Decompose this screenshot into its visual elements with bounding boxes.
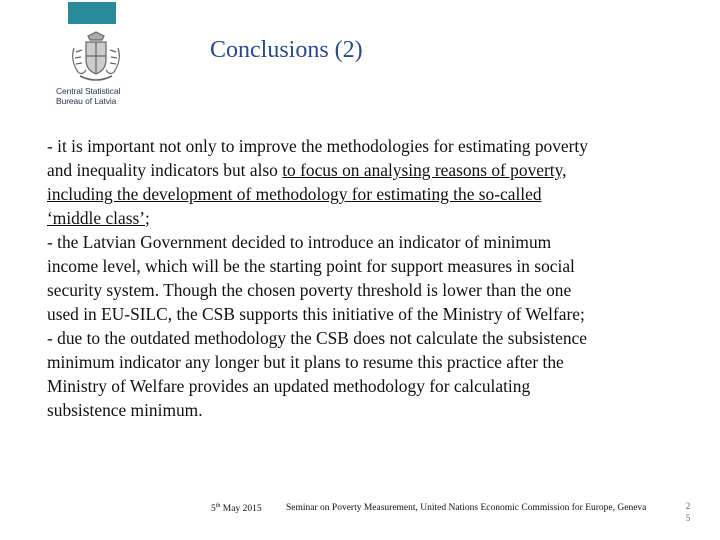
accent-block: [68, 2, 116, 24]
footer-date-suffix: th: [215, 503, 221, 509]
logo: [54, 30, 140, 110]
page-number: [683, 500, 693, 524]
body-line: security system. Though the chosen poverty threshold is lower than the one: [47, 280, 572, 300]
body-line-part: ;: [145, 208, 150, 228]
footer-seminar: Seminar on Poverty Measurement, United Nations Economic Commission for Europe, Geneva: [286, 503, 647, 513]
underlined-text: including the development of methodology for estimating the so-called: [47, 184, 542, 204]
page-number-digit: 2: [685, 501, 691, 511]
coat-of-arms-icon: [66, 30, 126, 86]
body-line: used in EU-SILC, the CSB supports this initiative of the Ministry of Welfare;: [47, 304, 585, 324]
footer-date-rest: May 2015: [220, 504, 262, 515]
body-line: [47, 206, 687, 230]
org-line-1: Central Statistical: [56, 86, 121, 96]
body-text: [47, 134, 687, 422]
body-line: minimum indicator any longer but it plans to resume this practice after the: [47, 352, 564, 372]
body-line-part: and inequality indicators but also: [47, 160, 283, 180]
slide-title: Conclusions (2): [210, 37, 363, 63]
body-line: - the Latvian Government decided to introduce an indicator of minimum: [47, 232, 552, 252]
underlined-text: ‘middle class’: [47, 208, 146, 228]
org-name: [56, 86, 142, 106]
body-line: - due to the outdated methodology the CSB does not calculate the subsistence: [47, 328, 587, 348]
body-line: [47, 158, 687, 182]
body-line: income level, which will be the starting point for support measures in social: [47, 256, 575, 276]
footer-date: [211, 503, 262, 514]
underlined-text: to focus on analysing reasons of poverty,: [282, 160, 567, 180]
body-line: Ministry of Welfare provides an updated methodology for calculating: [47, 376, 531, 396]
page-number-digit: 5: [685, 513, 691, 523]
org-line-2: Bureau of Latvia: [56, 96, 117, 106]
body-line: subsistence minimum.: [47, 400, 203, 420]
footer-date-day: 5: [211, 504, 216, 515]
body-line: - it is important not only to improve the methodologies for estimating poverty: [47, 136, 588, 156]
